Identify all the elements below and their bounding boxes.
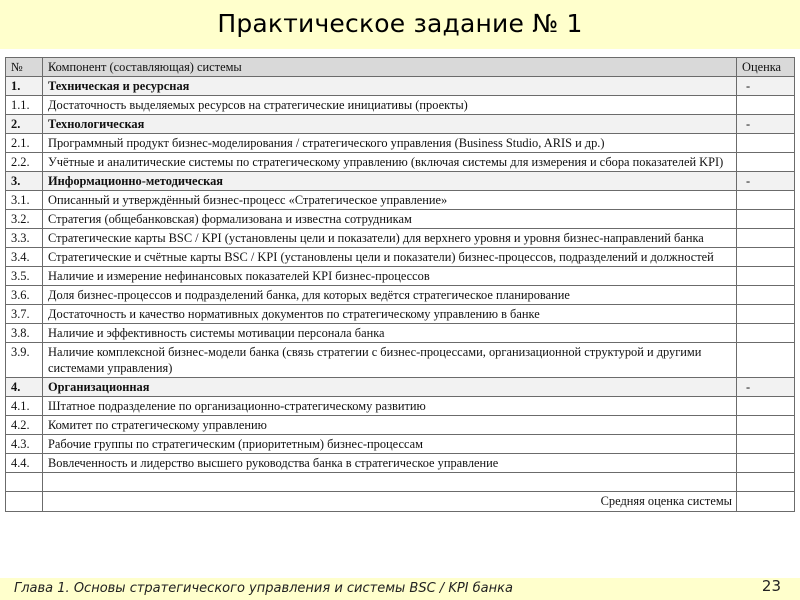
assessment-table-container — [5, 57, 794, 512]
row-component: Технологическая — [43, 115, 737, 134]
row-component: Стратегические карты BSC / KPI (установлены цели и показатели) для верхнего уровня и уровня бизнес-направлений банка — [43, 229, 737, 248]
row-number: 2. — [6, 115, 43, 134]
row-component: Информационно-методическая — [43, 172, 737, 191]
row-score — [737, 191, 795, 210]
table-row — [6, 210, 795, 229]
header-score: Оценка — [737, 58, 795, 77]
page-number: 23 — [761, 577, 781, 595]
row-number: 4.3. — [6, 435, 43, 454]
row-component: Техническая и ресурсная — [43, 77, 737, 96]
row-component: Программный продукт бизнес-моделирования / стратегического управления (Business Studio, ARIS и др.) — [43, 134, 737, 153]
table-row — [6, 286, 795, 305]
row-number: 4.1. — [6, 397, 43, 416]
table-row — [6, 191, 795, 210]
table-row — [6, 454, 795, 473]
empty-cell — [6, 473, 43, 492]
row-score — [737, 305, 795, 324]
row-component: Наличие комплексной бизнес-модели банка (связь стратегии с бизнес-процессами, организационной структурой и другими системами управления) — [43, 343, 737, 378]
row-score — [737, 248, 795, 267]
row-number: 3.9. — [6, 343, 43, 378]
row-score — [737, 416, 795, 435]
row-number: 4.4. — [6, 454, 43, 473]
row-number: 2.1. — [6, 134, 43, 153]
average-row — [6, 492, 795, 512]
row-number: 4. — [6, 378, 43, 397]
row-component: Рабочие группы по стратегическим (приоритетным) бизнес-процессам — [43, 435, 737, 454]
row-component: Стратегия (общебанковская) формализована и известна сотрудникам — [43, 210, 737, 229]
row-number: 3.8. — [6, 324, 43, 343]
table-row — [6, 96, 795, 115]
page-title: Практическое задание № 1 — [217, 9, 583, 38]
assessment-table — [5, 57, 795, 512]
row-component: Достаточность и качество нормативных документов по стратегическому управлению в банке — [43, 305, 737, 324]
chapter-caption: Глава 1. Основы стратегического управления и системы BSC / KPI банка — [14, 581, 513, 596]
row-score — [737, 210, 795, 229]
table-header-row — [6, 58, 795, 77]
section-row — [6, 172, 795, 191]
row-number: 3.5. — [6, 267, 43, 286]
table-row — [6, 153, 795, 172]
average-label: Средняя оценка системы — [43, 492, 737, 512]
table-row — [6, 324, 795, 343]
row-number: 3.2. — [6, 210, 43, 229]
table-row — [6, 229, 795, 248]
row-component: Комитет по стратегическому управлению — [43, 416, 737, 435]
table-row — [6, 134, 795, 153]
row-score — [737, 96, 795, 115]
table-row — [6, 416, 795, 435]
row-component: Учётные и аналитические системы по стратегическому управлению (включая системы для измерения и сбора показателей KPI) — [43, 153, 737, 172]
header-number: № — [6, 58, 43, 77]
row-number: 3.3. — [6, 229, 43, 248]
row-component: Наличие и измерение нефинансовых показателей KPI бизнес-процессов — [43, 267, 737, 286]
row-number: 1. — [6, 77, 43, 96]
footer-bar — [0, 578, 800, 600]
empty-cell — [737, 473, 795, 492]
row-score — [737, 343, 795, 378]
row-component: Стратегические и счётные карты BSC / KPI (установлены цели и показатели) бизнес-процессов, подразделений и должностей — [43, 248, 737, 267]
row-score — [737, 324, 795, 343]
row-number: 3.7. — [6, 305, 43, 324]
section-row — [6, 378, 795, 397]
row-score — [737, 267, 795, 286]
row-number: 3. — [6, 172, 43, 191]
empty-cell — [43, 473, 737, 492]
row-component: Доля бизнес-процессов и подразделений банка, для которых ведётся стратегическое планирование — [43, 286, 737, 305]
title-bar — [0, 0, 800, 49]
table-body — [6, 58, 795, 512]
row-score — [737, 435, 795, 454]
table-row — [6, 248, 795, 267]
row-number: 2.2. — [6, 153, 43, 172]
row-component: Организационная — [43, 378, 737, 397]
row-score: - — [737, 378, 795, 397]
row-score — [737, 454, 795, 473]
table-row — [6, 435, 795, 454]
row-score — [737, 286, 795, 305]
row-component: Описанный и утверждённый бизнес-процесс «Стратегическое управление» — [43, 191, 737, 210]
row-component: Вовлеченность и лидерство высшего руководства банка в стратегическое управление — [43, 454, 737, 473]
row-score — [737, 229, 795, 248]
row-component: Штатное подразделение по организационно-стратегическому развитию — [43, 397, 737, 416]
row-number: 3.1. — [6, 191, 43, 210]
row-number: 4.2. — [6, 416, 43, 435]
row-number: 3.6. — [6, 286, 43, 305]
row-number: 1.1. — [6, 96, 43, 115]
table-row — [6, 305, 795, 324]
section-row — [6, 115, 795, 134]
row-score — [737, 397, 795, 416]
row-score: - — [737, 172, 795, 191]
average-score-cell — [737, 492, 795, 512]
row-component: Наличие и эффективность системы мотивации персонала банка — [43, 324, 737, 343]
average-empty-cell — [6, 492, 43, 512]
row-score: - — [737, 77, 795, 96]
table-row — [6, 267, 795, 286]
empty-row — [6, 473, 795, 492]
row-score: - — [737, 115, 795, 134]
row-component: Достаточность выделяемых ресурсов на стратегические инициативы (проекты) — [43, 96, 737, 115]
row-number: 3.4. — [6, 248, 43, 267]
header-component: Компонент (составляющая) системы — [43, 58, 737, 77]
row-score — [737, 153, 795, 172]
section-row — [6, 77, 795, 96]
table-row — [6, 397, 795, 416]
table-row — [6, 343, 795, 378]
row-score — [737, 134, 795, 153]
